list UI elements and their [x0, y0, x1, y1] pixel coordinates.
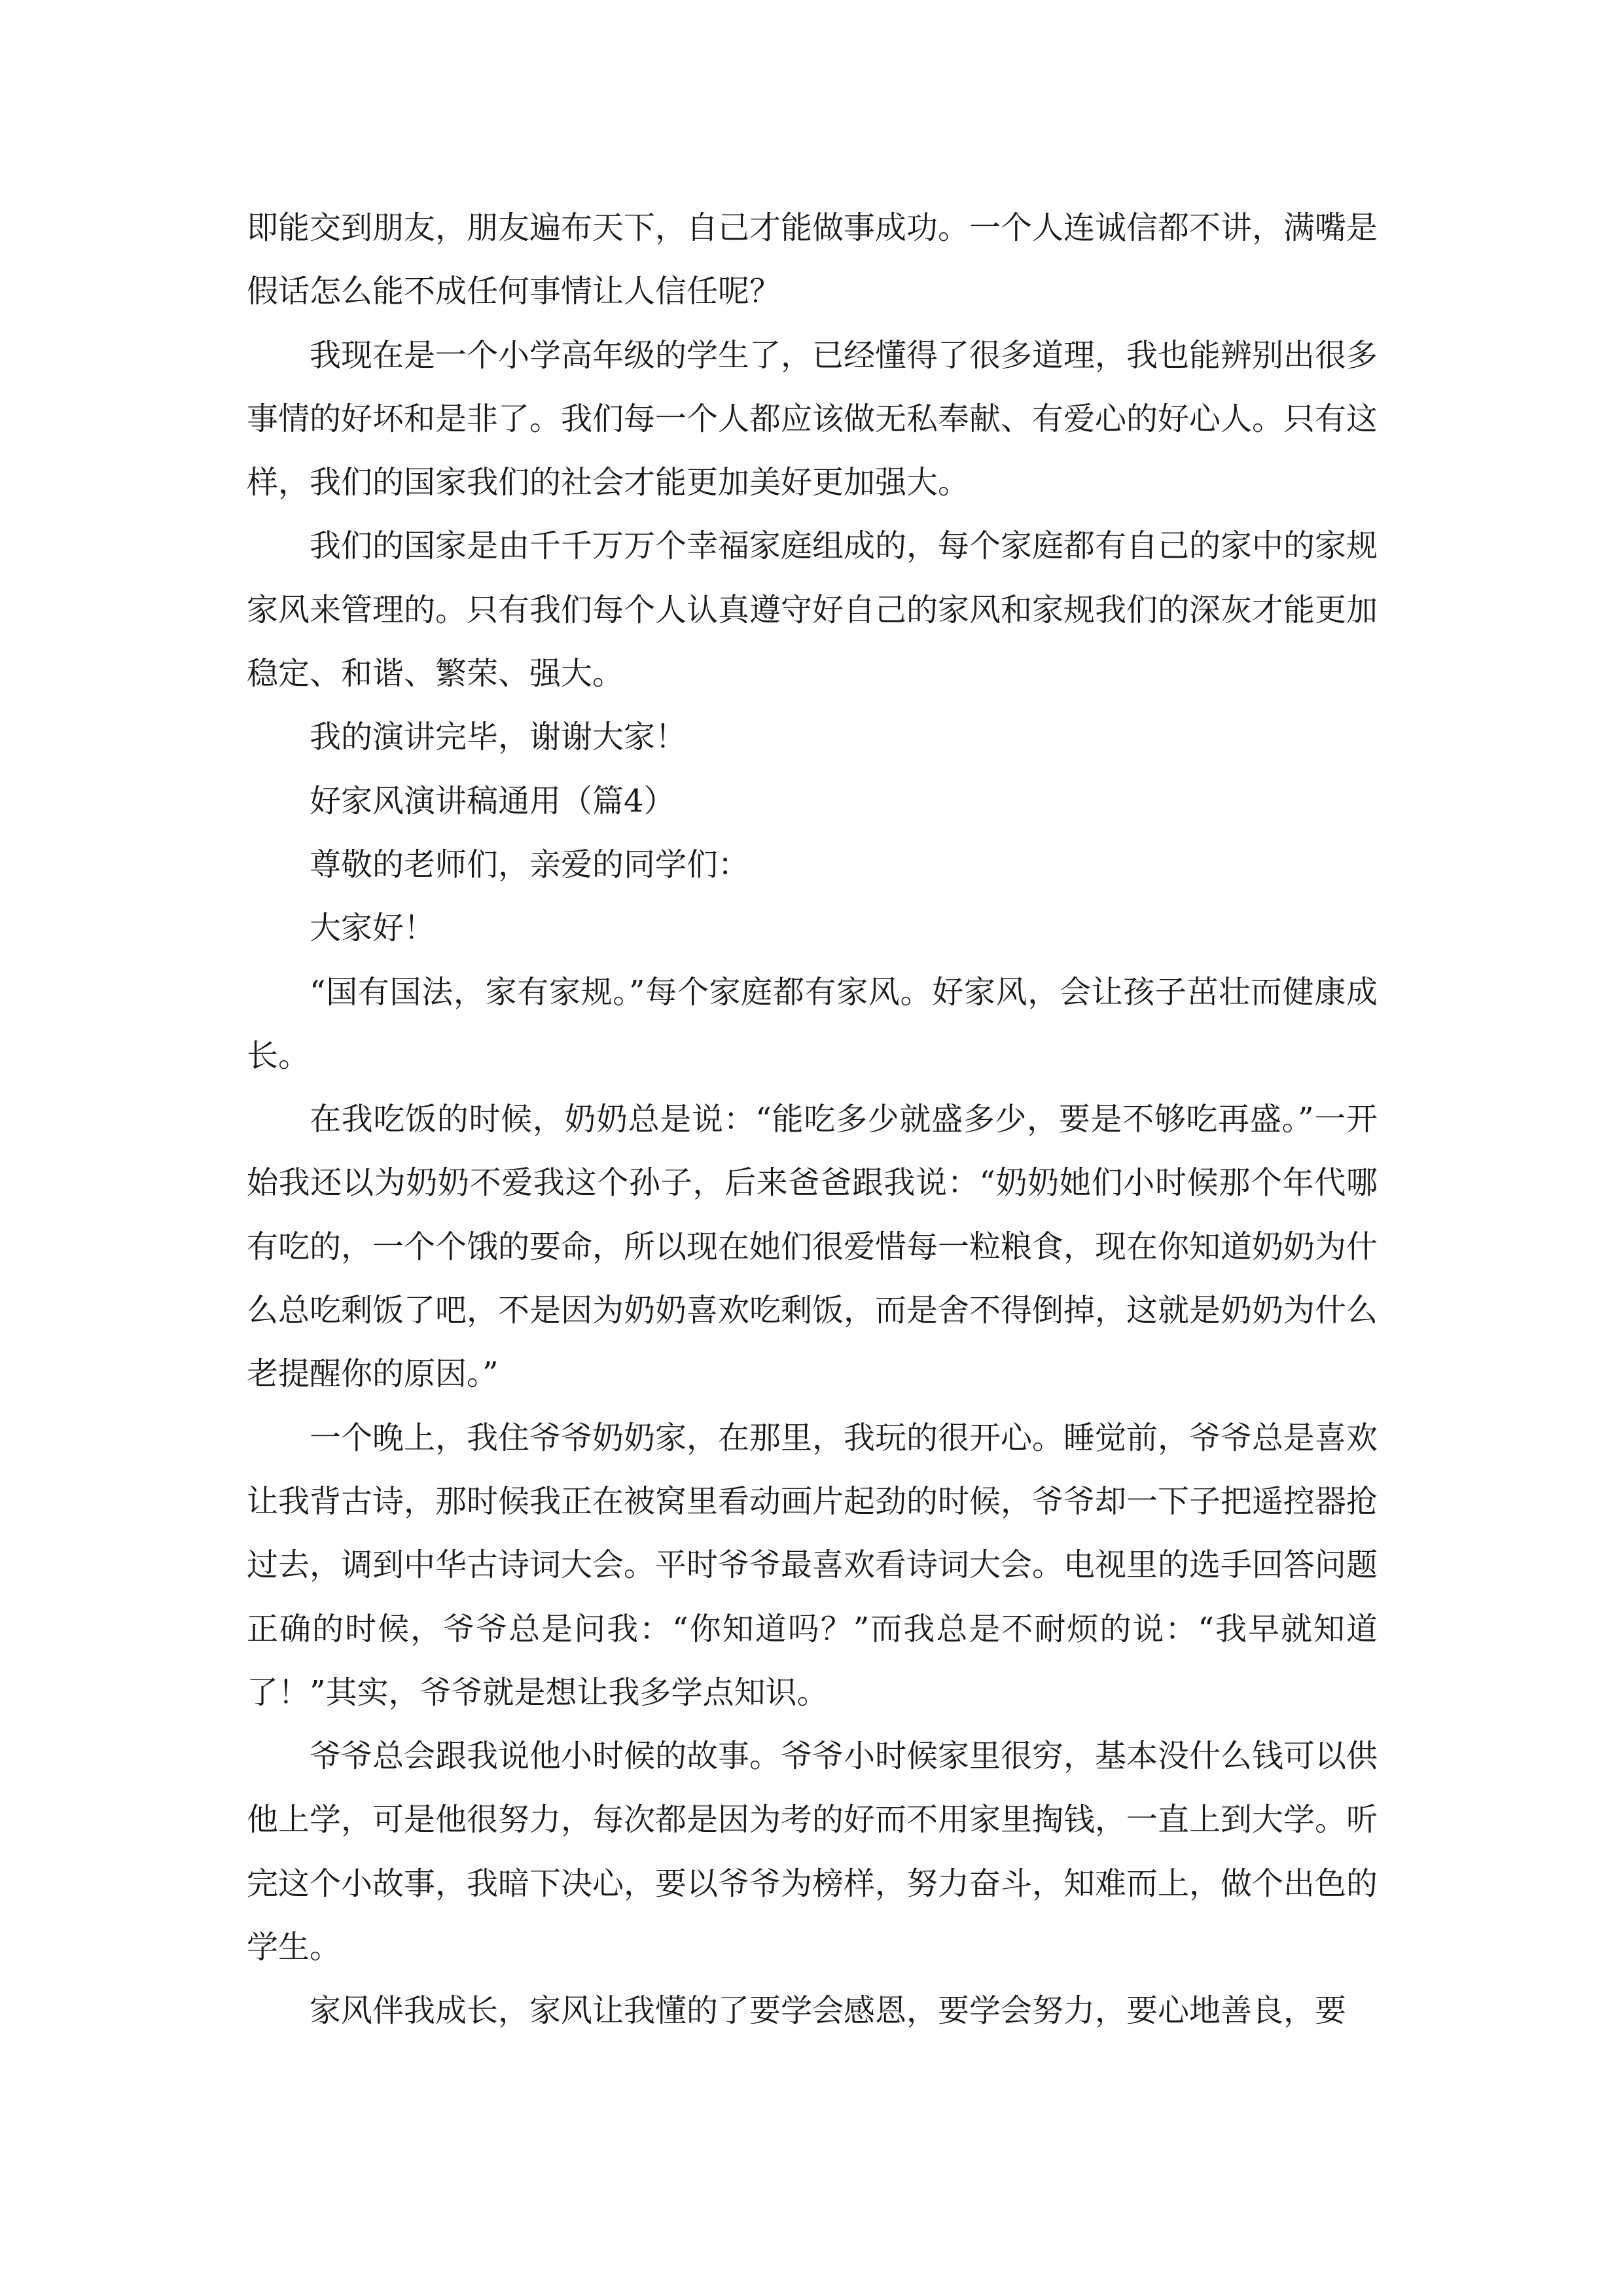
section-title: 好家风演讲稿通用（篇4）: [310, 782, 675, 819]
paragraph-1: 即能交到朋友，朋友遍布天下，自己才能做事成功。一个人连诚信都不讲，满嘴是假话怎么能不成任何事情让人信任呢？: [247, 209, 1378, 310]
paragraph-4: “国有国法，家有家规。”每个家庭都有家风。好家风，会让孩子茁壮而健康成长。: [247, 973, 1378, 1074]
paragraph-5: 在我吃饭的时候，奶奶总是说：“能吃多少就盛多少，要是不够吃再盛。”一开始我还以为奶奶不爱我这个孙子，后来爸爸跟我说：“奶奶她们小时候那个年代哪有吃的，一个个饿的要命，所以现在她们很爱惜每一粒粮食，现在你知道奶奶为什么总吃剩饭了吧，不是因为奶奶喜欢吃剩饭，而是舍不得倒掉，这就是奶奶为什么老提醒你的原因。”: [247, 1101, 1378, 1393]
greeting: 大家好！: [310, 910, 436, 947]
paragraph-3: 我们的国家是由千千万万个幸福家庭组成的，每个家庭都有自己的家中的家规家风来管理的。只有我们每个人认真遵守好自己的家风和家规我们的深灰才能更加稳定、和谐、繁荣、强大。: [247, 528, 1378, 692]
paragraph-closing: 我的演讲完毕，谢谢大家！: [310, 719, 687, 756]
salutation: 尊敬的老师们，亲爱的同学们：: [310, 846, 750, 883]
paragraph-6: 一个晚上，我住爷爷奶奶家，在那里，我玩的很开心。睡觉前，爷爷总是喜欢让我背古诗，那时候我正在被窝里看动画片起劲的时候，爷爷却一下子把遥控器抢过去，调到中华古诗词大会。平时爷爷最喜欢看诗词大会。电视里的选手回答问题正确的时候，爷爷总是问我：“你知道吗？”而我总是不耐烦的说：“我早就知道了！”其实，爷爷就是想让我多学点知识。: [247, 1419, 1378, 1711]
paragraph-7: 爷爷总会跟我说他小时候的故事。爷爷小时候家里很穷，基本没什么钱可以供他上学，可是他很努力，每次都是因为考的好而不用家里掏钱，一直上到大学。听完这个小故事，我暗下决心，要以爷爷为榜样，努力奋斗，知难而上，做个出色的学生。: [247, 1738, 1378, 1966]
paragraph-8: 家风伴我成长，家风让我懂的了要学会感恩，要学会努力，要心地善良，要: [310, 1992, 1347, 2030]
document-body: [247, 196, 1378, 2043]
paragraph-2: 我现在是一个小学高年级的学生了，已经懂得了很多道理，我也能辨别出很多事情的好坏和是非了。我们每一个人都应该做无私奉献、有爱心的好心人。只有这样，我们的国家我们的社会才能更加美好更加强大。: [247, 336, 1378, 501]
